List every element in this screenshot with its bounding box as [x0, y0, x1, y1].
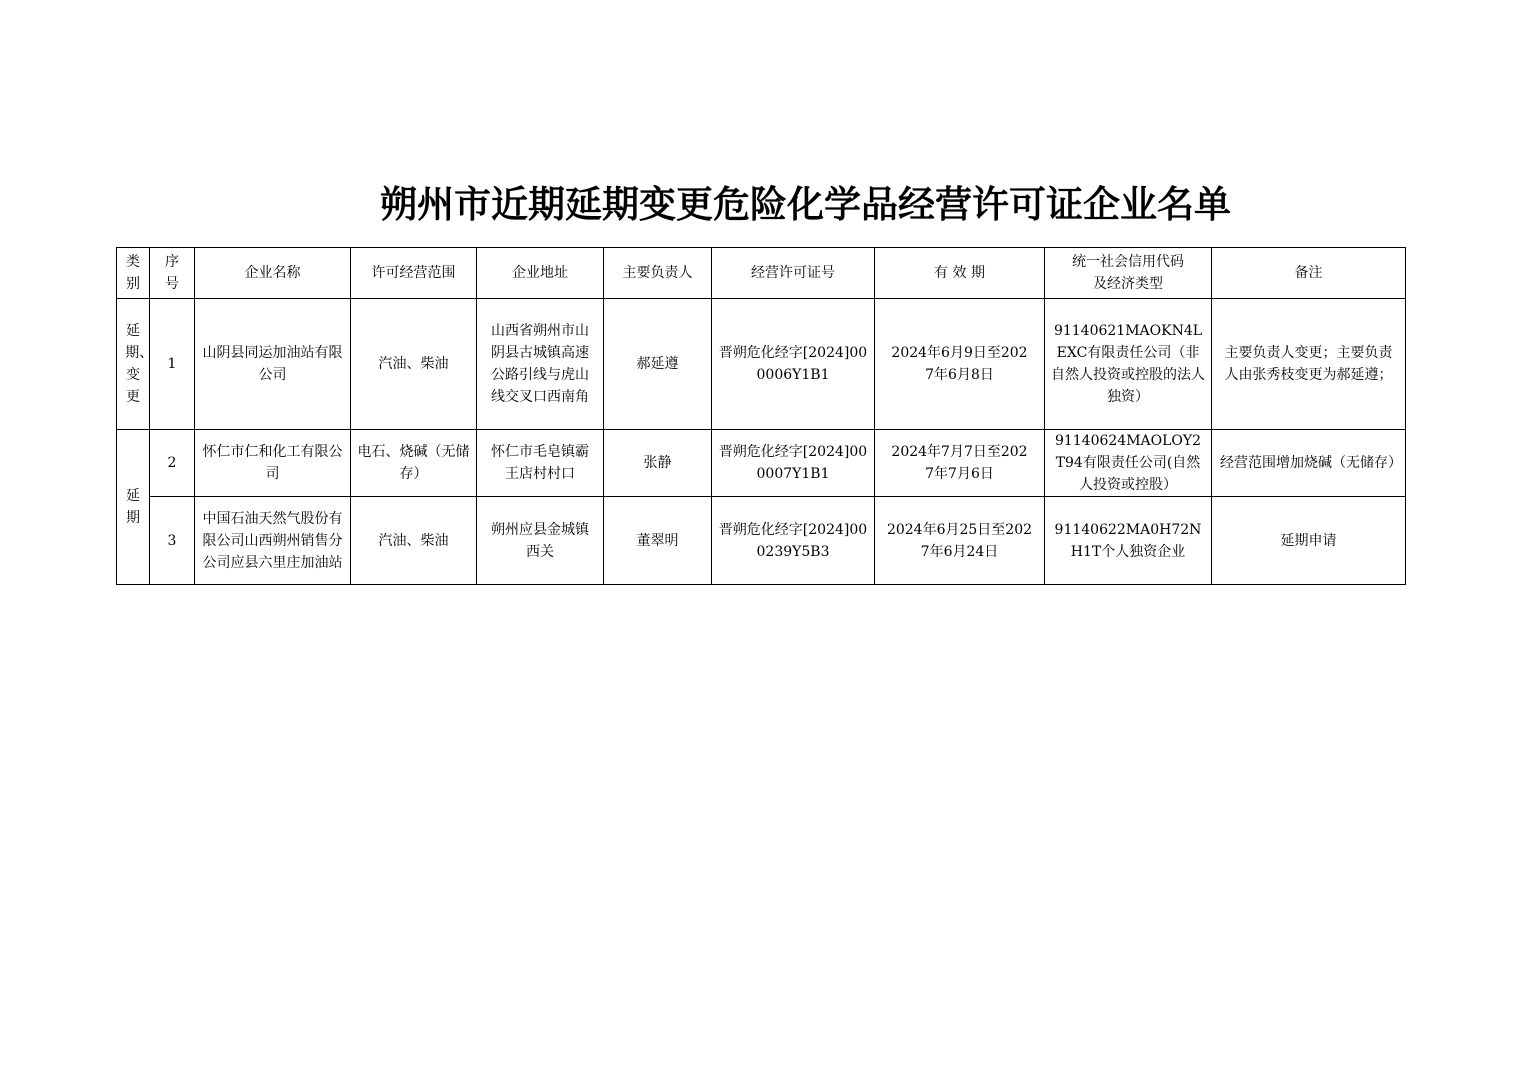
category-cell: 延期 — [117, 430, 150, 585]
header-address: 企业地址 — [477, 248, 604, 299]
company-cell: 山阴县同运加油站有限公司 — [195, 299, 351, 430]
header-license: 经营许可证号 — [712, 248, 875, 299]
principal-cell: 董翠明 — [604, 497, 712, 585]
company-cell: 怀仁市仁和化工有限公司 — [195, 430, 351, 497]
table-row — [117, 497, 1406, 585]
header-category: 类别 — [117, 248, 150, 299]
header-validity: 有 效 期 — [875, 248, 1045, 299]
principal-cell: 张静 — [604, 430, 712, 497]
validity-cell: 2024年6月25日至2027年6月24日 — [875, 497, 1045, 585]
validity-cell: 2024年7月7日至2027年7月6日 — [875, 430, 1045, 497]
seq-cell: 3 — [150, 497, 195, 585]
scope-cell: 汽油、柴油 — [351, 497, 477, 585]
table-row — [117, 430, 1406, 497]
table-header-row — [117, 248, 1406, 299]
header-seq: 序号 — [150, 248, 195, 299]
credit-cell: 91140622MA0H72NH1T个人独资企业 — [1045, 497, 1212, 585]
category-cell: 延期、变更 — [117, 299, 150, 430]
header-company: 企业名称 — [195, 248, 351, 299]
license-cell: 晋朔危化经字[2024]000007Y1B1 — [712, 430, 875, 497]
address-cell: 山西省朔州市山阴县古城镇高速公路引线与虎山线交叉口西南角 — [477, 299, 604, 430]
license-cell: 晋朔危化经字[2024]000006Y1B1 — [712, 299, 875, 430]
page-title: 朔州市近期延期变更危险化学品经营许可证企业名单 — [380, 183, 1231, 226]
company-cell: 中国石油天然气股份有限公司山西朔州销售分公司应县六里庄加油站 — [195, 497, 351, 585]
remark-cell: 主要负责人变更；主要负责人由张秀枝变更为郝延遵； — [1212, 299, 1406, 430]
scope-cell: 电石、烧碱（无储存） — [351, 430, 477, 497]
header-principal: 主要负责人 — [604, 248, 712, 299]
seq-cell: 2 — [150, 430, 195, 497]
header-scope: 许可经营范围 — [351, 248, 477, 299]
address-cell: 朔州应县金城镇西关 — [477, 497, 604, 585]
header-remark: 备注 — [1212, 248, 1406, 299]
license-cell: 晋朔危化经字[2024]000239Y5B3 — [712, 497, 875, 585]
table-row — [117, 299, 1406, 430]
principal-cell: 郝延遵 — [604, 299, 712, 430]
remark-cell: 延期申请 — [1212, 497, 1406, 585]
address-cell: 怀仁市毛皂镇霸王店村村口 — [477, 430, 604, 497]
validity-cell: 2024年6月9日至2027年6月8日 — [875, 299, 1045, 430]
enterprise-list-table — [116, 247, 1406, 585]
remark-cell: 经营范围增加烧碱（无储存） — [1212, 430, 1406, 497]
credit-cell: 91140621MAOKN4LEXC有限责任公司（非自然人投资或控股的法人独资） — [1045, 299, 1212, 430]
scope-cell: 汽油、柴油 — [351, 299, 477, 430]
header-credit: 统一社会信用代码及经济类型 — [1045, 248, 1212, 299]
seq-cell: 1 — [150, 299, 195, 430]
credit-cell: 91140624MAOLOY2T94有限责任公司(自然人投资或控股） — [1045, 430, 1212, 497]
